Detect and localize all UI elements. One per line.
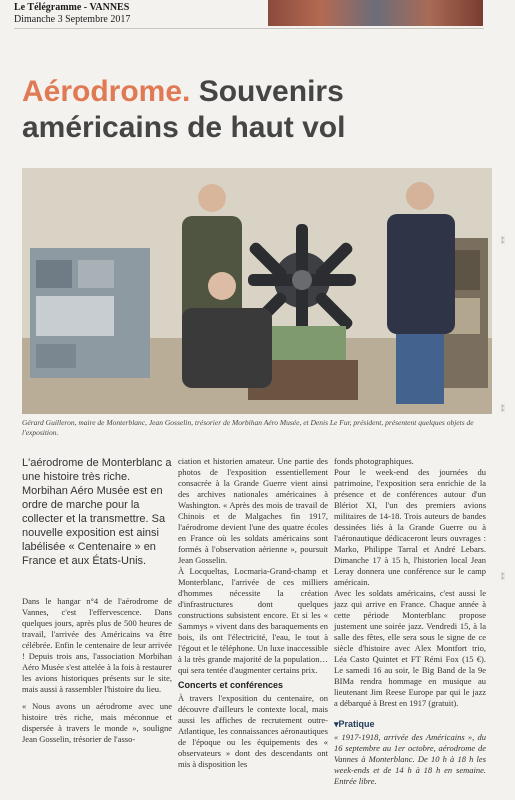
margin-ornament-icon: ⁑ xyxy=(500,404,505,414)
masthead xyxy=(0,0,515,30)
column-1-paragraph: « Nous avons un aérodrome avec une histoire très riche, mais méconnue et dispersée à travers le monde », souligne Jean Gosselin, trésorier de l'asso- xyxy=(22,701,172,744)
column-1-paragraph: Dans le hangar n°4 de l'aérodrome de Vannes, c'est l'effervescence. Dans quelques jours, après plus de 500 heures de travail, l'arrivée des Américains va être célébrée. Enfin le centenaire de leur arrivée ! Depuis trois ans, l'association Morbihan Aéro Musée s'est attelée à la fois à restaurer les avions historiques présents sur le site, mais aussi à rassembler l'histoire du lieu. xyxy=(22,596,172,694)
article-headline xyxy=(22,74,492,146)
pratique-heading: ▾Pratique xyxy=(334,719,375,729)
pratique-box xyxy=(334,719,486,787)
column-3-paragraph: fonds photographiques. xyxy=(334,456,414,466)
photo-illustration xyxy=(22,168,492,414)
column-2 xyxy=(178,456,328,770)
column-2-paragraph: À Locqueltas, Locmaria-Grand-champ et Monterblanc, l'arrivée de ces milliers d'hommes nécessite la création d'infrastructures dont quelques constructions subsistent encore. Et si les « Sammys » vivent dans des baraquements en bois, ils ont l'électricité, l'eau, le tout à l'égout et le téléphone. Un luxe inaccessible à la très grande majorité de la population… qui sera tentée d'augmenter certains prix. xyxy=(178,566,328,675)
column-2-paragraph: À travers l'exposition du centenaire, on découvre d'ailleurs le contexte local, mais aussi les affiches de recrutement outre-Atlantique, les connaissances aéronautiques de l'époque ou les équipements des « observateurs » dont des descendants ont mis à disposition les xyxy=(178,693,328,769)
column-1 xyxy=(22,596,172,745)
section-subheading: Concerts et conférences xyxy=(178,680,284,690)
column-3-paragraph: Pour le week-end des journées du patrimoine, l'exposition sera enrichie de la présence et de conférences autour d'un Blériot XI, l'un des premiers avions militaires de 14-18. Trois auteurs de bandes dessinées liés à la Grande Guerre ou à l'aéronautique dédicaceront leurs ouvrages : Marko, Philippe Tarral et André Lebars. Dimanche 17 à 15 h, l'historien local Jean Leray donnera une conférence sur le camp américain. xyxy=(334,467,486,587)
article-photo xyxy=(22,168,492,414)
pratique-text: « 1917-1918, arrivée des Américains », du 16 septembre au 1er octobre, aérodrome de Vannes à Monterblanc. De 10 h à 18 h les week-ends et de 14 h à 18 h en semaine. Entrée libre. xyxy=(334,732,486,786)
margin-ornament-icon: ⁑ xyxy=(500,236,505,246)
photo-caption: Gérard Guilleron, maire de Monterblanc, Jean Gosselin, trésorier de Morbihan Aéro Musée, et Denis Le Fur, président, présentent quelques objets de l'exposition. xyxy=(22,418,474,437)
publication-date: Dimanche 3 Septembre 2017 xyxy=(14,14,131,25)
column-3-paragraph: Avec les soldats américains, c'est aussi le jazz qui arrive en France. Chaque année à cette période Monterblanc propose justement une soirée jazz. Vendredi 15, à la salle des fêtes, elle sera sous le signe de ce siècle d'histoire avec Alex Montfort trio, Léa Casto Quintet et FT Rémi Fox (15 €). Le samedi 16 au soir, le Big Band de la 9e BIMa rendra hommage en musique au lieutenant Jim Reese Europe par qui le jazz a débarqué à Brest en 1917 (gratuit). xyxy=(334,588,486,708)
headline-main: Souvenirs américains de haut vol xyxy=(22,75,346,144)
margin-ornament-icon: ⁑ xyxy=(500,572,505,582)
newspaper-name: Le Télégramme - VANNES xyxy=(14,2,130,13)
headline-accent: Aérodrome. xyxy=(22,75,191,108)
article-lead: L'aérodrome de Monterblanc a une histoire très riche. Morbihan Aéro Musée est en ordre de marche pour la collecter et la transmettre. Sa nouvelle exposition est ainsi labélisée « Centenaire » en France et aux États-Unis. xyxy=(22,457,172,567)
column-3 xyxy=(334,456,486,787)
masthead-rule xyxy=(14,28,484,29)
column-2-paragraph: ciation et historien amateur. Une partie des photos de l'exposition essentiellement consacrée à la Grande Guerre vient ainsi des archives nationales américaines à Washington. « Après des mois de travail de Chinois et de Malgaches fin 1917, l'aérodrome devient l'une des quatre écoles en France où les soldats américains sont formés à l'observation aérienne », poursuit Jean Gosselin. xyxy=(178,456,328,565)
masthead-photo-strip xyxy=(268,0,483,26)
